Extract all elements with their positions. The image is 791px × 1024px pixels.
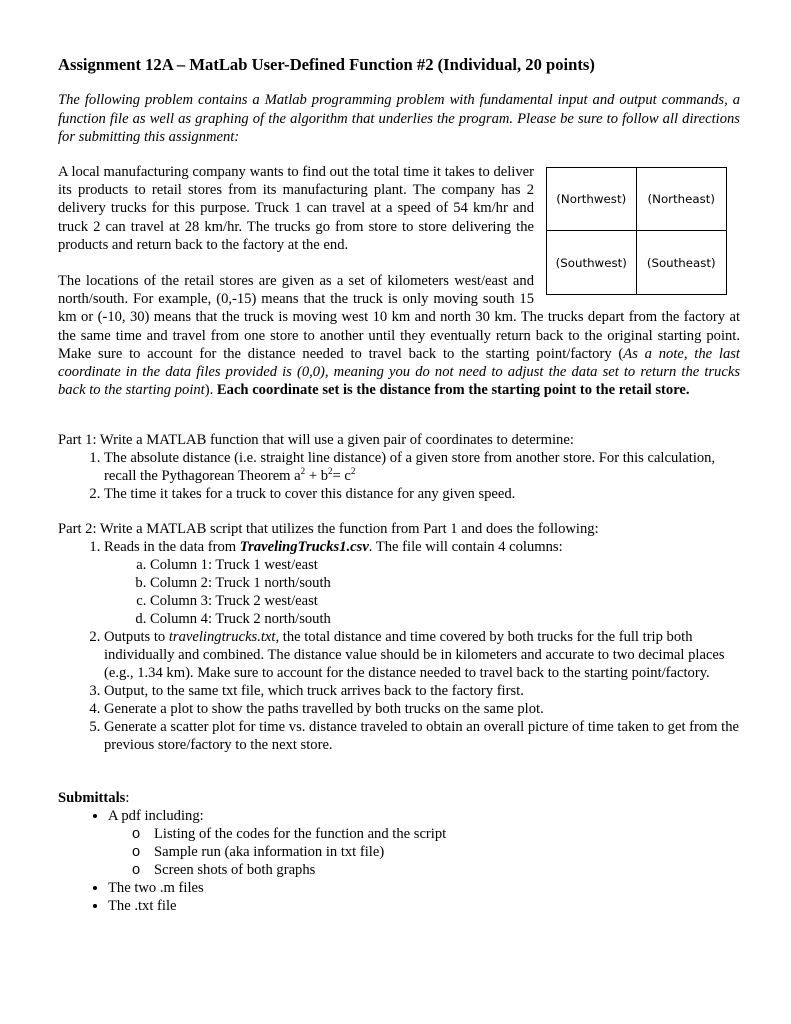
- problem-p2-close: ).: [204, 382, 217, 399]
- quadrant-northeast: (Northeast): [637, 168, 727, 231]
- submittal-item: • The .txt file: [108, 897, 740, 915]
- part2-list: [58, 538, 740, 754]
- part1-item-1-text: The absolute distance (i.e. straight line distance) of a given store from another store. For this calculation, recall the Pythagorean Theorem a: [104, 450, 716, 484]
- submittals-section: [58, 789, 740, 915]
- part2-item-2-tail: , the total distance and time covered by both trucks for the full trip both individually and combined. The distance value should be in kilometers and accurate to two decimal places (e.g., 1.34 km). Make sure to account for the distance needed to travel back to the starting point/factory.: [104, 629, 725, 681]
- pdf-content-item: o Listing of the codes for the function and the script: [154, 825, 740, 843]
- part2-item-5: 5. Generate a scatter plot for time vs. distance traveled to obtain an overall picture of time taken to get from the previous store/factory to the next store.: [104, 718, 740, 754]
- submittals-heading-colon: :: [125, 790, 130, 806]
- pdf-contents-list: [108, 825, 740, 879]
- submittal-item-text: A pdf including:: [108, 808, 204, 824]
- submittals-heading-text: Submittals: [58, 790, 126, 806]
- column-item: a. Column 1: Truck 1 west/east: [150, 556, 740, 574]
- txt-filename: travelingtrucks.txt: [168, 629, 276, 645]
- problem-p2-emphasis: Each coordinate set is the distance from the starting point to the retail store.: [216, 382, 690, 399]
- problem-p2-text: The locations of the retail stores are given as a set of kilometers west/east and north/south. For example, (0,-15) means that the truck is only moving south 15 km or (-10, 30) means that the truck is moving west 10 km and north 30 km. The trucks depart from the factory at the same time and travel from one store to another until they eventually return back to the original starting point. Make sure to account for the distance needed to travel back to the starting point/factory (: [58, 273, 740, 362]
- part1-section: [58, 431, 740, 503]
- submittals-list: [58, 807, 740, 915]
- pdf-content-item: o Screen shots of both graphs: [154, 861, 740, 879]
- problem-paragraph-1: A local manufacturing company wants to find out the total time it takes to deliver its products to retail stores from its manufacturing plant. The company has 2 delivery trucks for this purpose. Truck 1 can travel at a speed of 54 km/hr and truck 2 can travel at 28 km/hr. The trucks go from store to store delivering the products and return back to the factory at the end.: [58, 164, 534, 253]
- part1-item-1-b: + b: [305, 468, 328, 484]
- part2-section: [58, 520, 740, 754]
- part2-item-2-text: Outputs to: [104, 629, 169, 645]
- quadrant-southwest: (Southwest): [547, 231, 637, 294]
- superscript-2: 2: [300, 466, 306, 477]
- part2-item-1-tail: . The file will contain 4 columns:: [368, 539, 563, 555]
- csv-filename: TravelingTrucks1.csv: [239, 539, 369, 555]
- quadrant-northwest: (Northwest): [547, 168, 637, 231]
- part2-item-3: 3. Output, to the same txt file, which truck arrives back to the factory first.: [104, 682, 740, 700]
- page-title: Assignment 12A – MatLab User-Defined Function #2 (Individual, 20 points): [58, 55, 595, 74]
- quadrant-southeast: (Southeast): [646, 255, 716, 270]
- part2-item-2: [104, 628, 740, 682]
- submittal-item: • The two .m files: [108, 879, 740, 897]
- superscript-2: 2: [328, 466, 333, 477]
- intro-paragraph: The following problem contains a Matlab programming problem with fundamental input and output commands, a function file as well as graphing of the algorithm that underlies the program. Please be sure to follow all directions for submitting this assignment:: [58, 92, 740, 145]
- part2-item-4: 4. Generate a plot to show the paths travelled by both trucks on the same plot.: [104, 700, 740, 718]
- part1-item-2: 2. The time it takes for a truck to cover this distance for any given speed.: [104, 485, 740, 503]
- submittals-heading: [58, 789, 740, 807]
- superscript-2: 2: [350, 466, 356, 477]
- columns-list: [104, 556, 740, 628]
- part2-item-1: [104, 538, 740, 628]
- pdf-content-item: o Sample run (aka information in txt file): [154, 843, 740, 861]
- problem-p2-note: As a note, the last coordinate in the data files provided is (0,0), meaning you do not need to adjust the data set to return the trucks back to the starting point: [58, 345, 740, 399]
- part1-item-1: [104, 449, 740, 485]
- part1-heading: Part 1: Write a MATLAB function that will use a given pair of coordinates to determine:: [58, 432, 574, 448]
- quadrant-diagram: [546, 167, 727, 295]
- part1-list: [58, 449, 740, 503]
- part2-item-1-text: Reads in the data from: [104, 539, 240, 555]
- submittal-item: [108, 807, 740, 879]
- part2-heading: Part 2: Write a MATLAB script that utilizes the function from Part 1 and does the following:: [58, 521, 599, 537]
- column-item: d. Column 4: Truck 2 north/south: [150, 610, 740, 628]
- column-item: b. Column 2: Truck 1 north/south: [150, 574, 740, 592]
- column-item: c. Column 3: Truck 2 west/east: [150, 592, 740, 610]
- part1-item-1-c: = c: [332, 468, 351, 484]
